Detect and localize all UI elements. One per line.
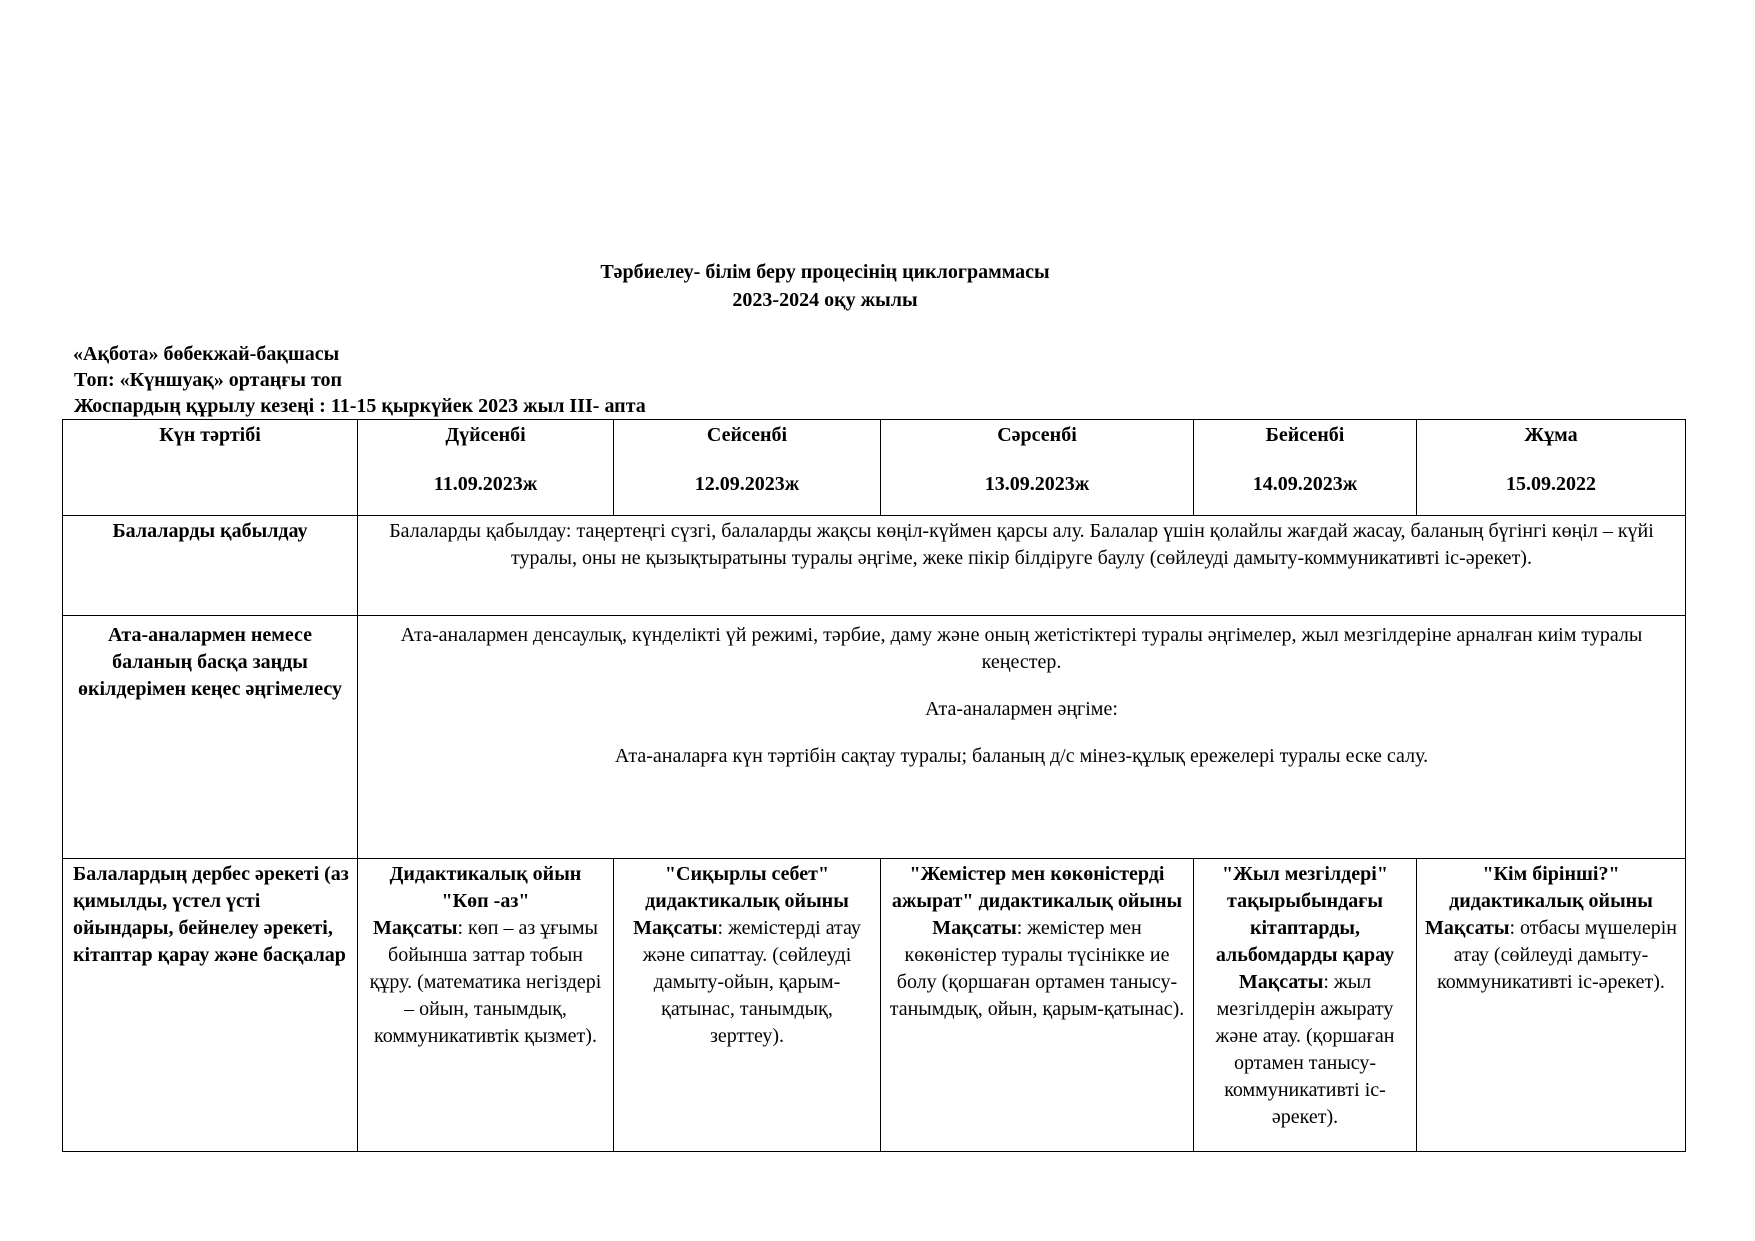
activity-goal: : жемістерді атау және сипаттау. (сөйлеуді дамыту-ойын, қарым-қатынас, танымдық, зерттеу). (642, 917, 861, 1047)
header-daily-routine: Күн тәртібі (63, 420, 358, 516)
header-day-friday: Жұма 15.09.2022 (1417, 420, 1686, 516)
activity-cell-tuesday (614, 859, 881, 1152)
table-header-row (63, 420, 1686, 516)
activity-title: Дидактикалық ойын "Көп -аз" (389, 863, 582, 912)
row-label-reception: Балаларды қабылдау (63, 516, 358, 616)
parent-consultation-content (358, 616, 1686, 859)
header-day-monday: Дүйсенбі 11.09.2023ж (358, 420, 614, 516)
table-row (63, 859, 1686, 1152)
planning-period: Жоспардың құрылу кезеңі : 11-15 қыркүйек 2023 жыл ІІІ- апта (74, 395, 646, 417)
activity-goal: : көп – аз ұғымы бойынша заттар тобын құру. (математика негіздері – ойын, танымдық, коммуникативтік қызмет). (369, 917, 602, 1047)
date-friday: 15.09.2022 (1506, 473, 1596, 495)
schedule-table (62, 419, 1686, 1152)
activity-cell-friday (1417, 859, 1686, 1152)
table-row (63, 516, 1686, 616)
row-label-parent-consultation: Ата-аналармен немесе баланың басқа заңды өкілдерімен кеңес әңгімелесу (63, 616, 358, 859)
goal-label: Мақсаты (1238, 971, 1324, 993)
table-row (63, 616, 1686, 859)
goal-label: Мақсаты (1425, 917, 1510, 939)
parent-talk-heading: Ата-аналармен әңгіме: (925, 698, 1118, 720)
activity-cell-monday (358, 859, 614, 1152)
header-day-thursday: Бейсенбі 14.09.2023ж (1194, 420, 1417, 516)
activity-cell-wednesday (881, 859, 1194, 1152)
group-name: Топ: «Күншуақ» ортаңғы топ (74, 369, 343, 391)
parent-reminder-text: Ата-аналарға күн тәртібін сақтау туралы; баланың д/с мінез-құлық ережелері туралы еске салу. (614, 745, 1429, 767)
header-day-wednesday: Сәрсенбі 13.09.2023ж (881, 420, 1194, 516)
goal-label: Мақсаты (373, 917, 458, 939)
activity-goal: : жыл мезгілдерін ажырату және атау. (қоршаған ортамен танысу-коммуникативті іс-әрекет). (1215, 971, 1395, 1128)
date-wednesday: 13.09.2023ж (984, 473, 1090, 495)
parent-consultation-text: Ата-аналармен денсаулық, күнделікті үй режимі, тәрбие, даму және оның жетістіктері туралы әңгімелер, жыл мезгілдеріне арналған киім туралы кеңестер. (400, 624, 1643, 673)
date-tuesday: 12.09.2023ж (694, 473, 800, 495)
date-thursday: 14.09.2023ж (1252, 473, 1358, 495)
activity-title: "Жыл мезгілдері" тақырыбындағы кітаптарды, альбомдарды қарау (1215, 863, 1395, 966)
kindergarten-name: «Ақбота» бөбекжай-бақшасы (73, 343, 340, 365)
activity-title: "Кім бірінші?" дидактикалық ойыны (1449, 863, 1653, 912)
activity-title: "Жемістер мен көкөністерді ажырат" дидактикалық ойыны (891, 863, 1183, 912)
row-label-independent-activity: Балалардың дербес әрекеті (аз қимылды, үстел үсті ойындары, бейнелеу әрекеті, кітаптар қарау және басқалар (63, 859, 358, 1152)
goal-label: Мақсаты (633, 917, 718, 939)
academic-year: 2023-2024 оқу жылы (732, 289, 918, 311)
header-day-tuesday: Сейсенбі 12.09.2023ж (614, 420, 881, 516)
activity-title: "Сиқырлы себет" дидактикалық ойыны (645, 863, 849, 912)
date-monday: 11.09.2023ж (433, 473, 538, 495)
document-title: Тәрбиелеу- білім беру процесінің циклограммасы (600, 261, 1050, 283)
activity-cell-thursday (1194, 859, 1417, 1152)
reception-description: Балаларды қабылдау: таңертеңгі сүзгі, балаларды жақсы көңіл-күймен қарсы алу. Балалар үшін қолайлы жағдай жасау, баланың бүгінгі көңіл – күйі туралы, оны не қызықтыратыны туралы әңгіме, жеке пікір білдіруге баулу (сөйлеуді дамыту-коммуникативті іс-әрекет). (358, 516, 1686, 616)
goal-label: Мақсаты (932, 917, 1017, 939)
document-title-block (0, 258, 1650, 314)
activity-goal: : жемістер мен көкөністер туралы түсінікке ие болу (қоршаған ортамен танысу-танымдық, ойын, қарым-қатынас). (889, 917, 1185, 1020)
activity-goal: : отбасы мүшелерін атау (сөйлеуді дамыту-коммуникативті іс-әрекет). (1437, 917, 1677, 993)
